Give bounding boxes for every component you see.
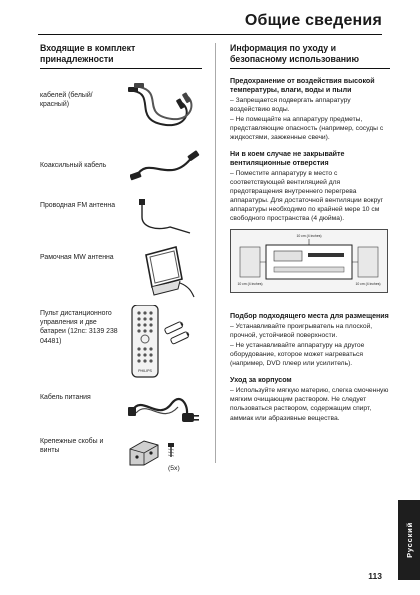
mw-loop-antenna-icon [136, 243, 198, 301]
remote-control-icon [128, 305, 202, 379]
accessory-item [40, 435, 202, 485]
section-title: Предохранение от воздействия высокой температуры, влаги, воды и пыли [230, 77, 375, 94]
section-paragraph: – Не помещайте на аппаратуру предметы, представляющие опасность (например, сосуды с жидкостями, зажженные свечи). [230, 115, 384, 141]
coaxial-cable-icon [130, 147, 200, 189]
section-title: Подбор подходящего места для размещения [230, 312, 389, 321]
accessories-column [40, 43, 202, 472]
section-paragraph: – Не устанавливайте аппаратуру на другое оборудование, которое может нагреваться (например, DVD плеер или усилитель). [230, 342, 365, 368]
accessory-item [40, 81, 202, 141]
accessory-item [40, 383, 202, 427]
care-section [230, 376, 390, 422]
section-paragraph: – Поместите аппаратуру в место с соответствующей вентиляцией для предотвращения внутреннего перегрева аппаратуры. Для достаточной вентиляции вокруг аппаратуры необходимо по крайней мере 10 см свободного пространства (4 дюйма). [230, 169, 384, 223]
care-section [230, 77, 390, 142]
page-title: Общие сведения [244, 12, 382, 29]
ventilation-diagram [230, 229, 388, 293]
accessory-item [40, 305, 202, 379]
accessory-label: Проводная FM антенна [40, 202, 116, 209]
accessory-label: Рамочная MW антенна [40, 254, 114, 261]
section-paragraph: – Запрещается подвергать аппаратуру воздействию воды. [230, 96, 351, 113]
section-title: Ни в коем случае не закрывайте вентиляционные отверстия [230, 150, 345, 167]
fm-antenna-icon [136, 197, 196, 237]
section-title: Уход за корпусом [230, 376, 292, 385]
care-section [230, 150, 390, 304]
language-tab-label: Русский [404, 522, 414, 558]
accessory-item [40, 145, 202, 189]
language-tab [398, 500, 420, 580]
section-paragraph: – Используйте мягкую материю, слегка смоченную мягким очищающим раствором. Не следует пользоваться раствором, содержащим спирт, аммиак или абразивные вещества. [230, 387, 389, 422]
care-heading: Информация по уходу и безопасному использованию [230, 43, 390, 69]
remote-brand: PHILIPS [138, 369, 152, 373]
care-section [230, 312, 390, 368]
section-paragraph: – Устанавливайте проигрыватель на плоской, прочной, устойчивой поверхности. [230, 323, 373, 340]
accessory-label: Пульт дистанционного управления и две батареи (12nc: 3139 238 04481) [40, 310, 118, 345]
care-column [230, 43, 390, 423]
clearance-label: 10 cm (4 inches) [296, 234, 322, 239]
clearance-label: 10 cm (4 inches) [355, 282, 381, 287]
power-cable-icon [128, 383, 202, 427]
column-divider [215, 43, 216, 463]
accessories-heading: Входящие в комплект принадлежности [40, 43, 202, 69]
accessory-label: Крепежные скобы и винты [40, 438, 104, 455]
page-number: 113 [368, 571, 382, 581]
accessory-item [40, 243, 202, 299]
bracket-quantity: (5x) [168, 465, 180, 472]
rca-cable-icon [126, 81, 202, 139]
accessory-label: кабелей (белый/красный) [40, 92, 93, 109]
accessory-label: Коаксильный кабель [40, 162, 107, 169]
title-divider [38, 34, 382, 35]
accessory-label: Кабель питания [40, 394, 91, 401]
clearance-label: 10 cm (4 inches) [237, 282, 263, 287]
accessory-item [40, 197, 202, 237]
